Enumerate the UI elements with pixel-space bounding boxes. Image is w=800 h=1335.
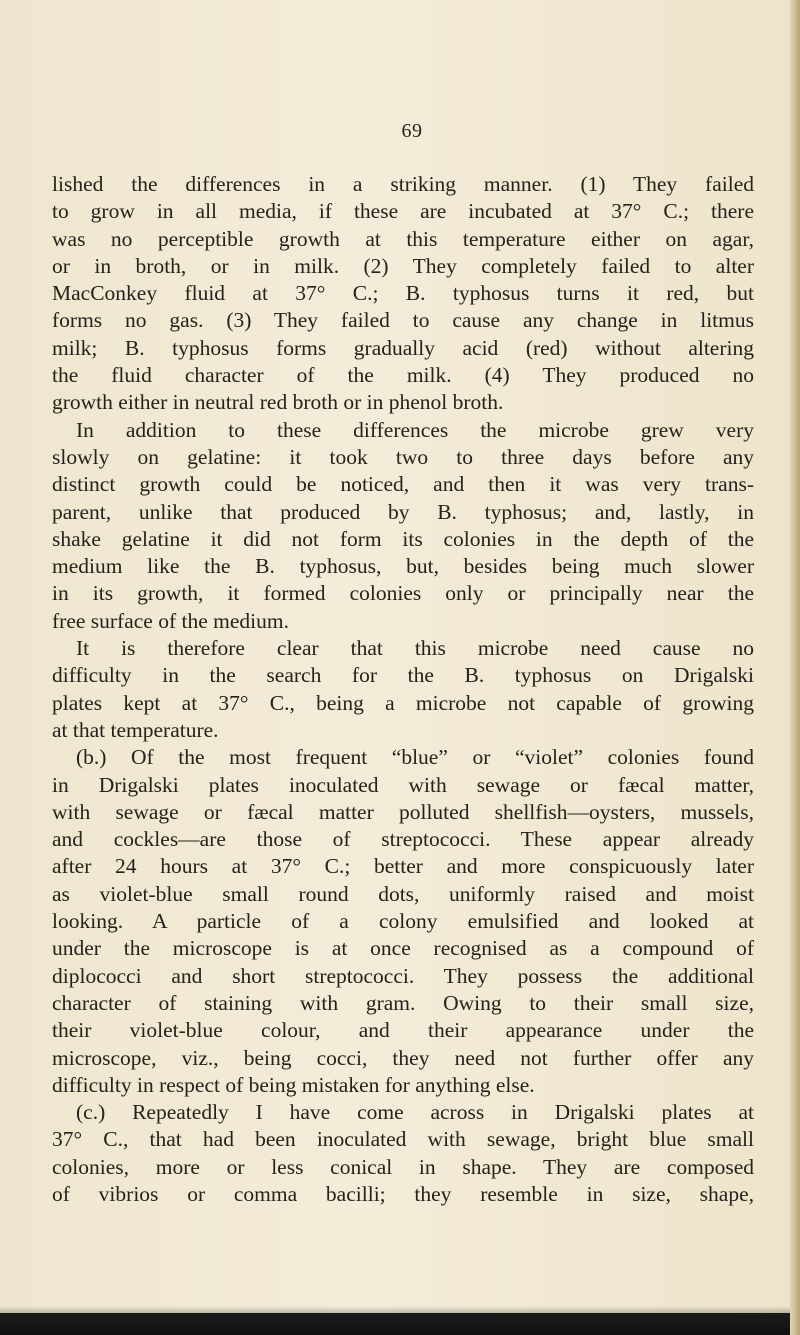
body-text (52, 171, 754, 1211)
text-line: microscope, viz., being cocci, they need not further offer any (52, 1045, 754, 1070)
text-line: shake gelatine it did not form its colonies in the depth of the (52, 526, 754, 551)
text-line: lished the differences in a striking manner. (1) They failed (52, 172, 754, 196)
text-line: looking. A particle of a colony emulsified and looked at (52, 909, 754, 934)
text-line: slowly on gelatine: it took two to three days before any (52, 444, 754, 469)
text-line: as violet-blue small round dots, uniformly raised and moist (52, 881, 754, 906)
page-edge (790, 0, 800, 1335)
text-line: or in broth, or in milk. (2) They completely failed to alter (52, 253, 754, 278)
text-line: with sewage or fæcal matter polluted shellfish—oysters, mussels, (52, 799, 754, 824)
text-line: growth either in neutral red broth or in phenol broth. (52, 390, 504, 415)
page-number: 69 (401, 120, 423, 142)
text-line: the fluid character of the milk. (4) They produced no (52, 363, 754, 388)
text-line: It is therefore clear that this microbe need cause no (76, 636, 754, 661)
text-line: (c.) Repeatedly I have come across in Drigalski plates at (76, 1100, 754, 1125)
text-line: and cockles—are those of streptococci. These appear already (52, 827, 754, 852)
text-line: In addition to these differences the microbe grew very (76, 417, 754, 442)
text-line: in its growth, it formed colonies only or principally near the (52, 581, 754, 606)
text-line: character of staining with gram. Owing to their small size, (52, 990, 754, 1015)
text-line: in Drigalski plates inoculated with sewage or fæcal matter, (52, 772, 754, 797)
text-line: under the microscope is at once recognised as a compound of (52, 936, 754, 961)
text-line: 37° C., that had been inoculated with sewage, bright blue small (52, 1127, 754, 1152)
text-line: (b.) Of the most frequent “blue” or “violet” colonies found (76, 745, 754, 770)
bottom-edge-rule (0, 1313, 790, 1335)
text-line: distinct growth could be noticed, and then it was very trans- (52, 472, 754, 497)
text-line: to grow in all media, if these are incubated at 37° C.; there (52, 199, 754, 224)
text-line: at that temperature. (52, 717, 219, 742)
text-line: medium like the B. typhosus, but, besides being much slower (52, 554, 754, 579)
text-line: forms no gas. (3) They failed to cause any change in litmus (52, 308, 754, 333)
text-line: their violet-blue colour, and their appearance under the (52, 1018, 754, 1043)
text-line: after 24 hours at 37° C.; better and more conspicuously later (52, 854, 754, 879)
text-line: free surface of the medium. (52, 608, 289, 633)
text-line: parent, unlike that produced by B. typhosus; and, lastly, in (52, 499, 754, 524)
text-line: difficulty in respect of being mistaken for anything else. (52, 1072, 535, 1097)
text-line: of vibrios or comma bacilli; they resemble in size, shape, (52, 1181, 754, 1206)
text-line: MacConkey fluid at 37° C.; B. typhosus turns it red, but (52, 281, 754, 306)
text-line: difficulty in the search for the B. typhosus on Drigalski (52, 663, 754, 688)
text-line: milk; B. typhosus forms gradually acid (red) without altering (52, 335, 754, 360)
text-line: was no perceptible growth at this temperature either on agar, (52, 226, 754, 251)
text-line: diplococci and short streptococci. They possess the additional (52, 963, 754, 988)
text-line: colonies, more or less conical in shape. They are composed (52, 1154, 754, 1179)
text-line: plates kept at 37° C., being a microbe not capable of growing (52, 690, 754, 715)
